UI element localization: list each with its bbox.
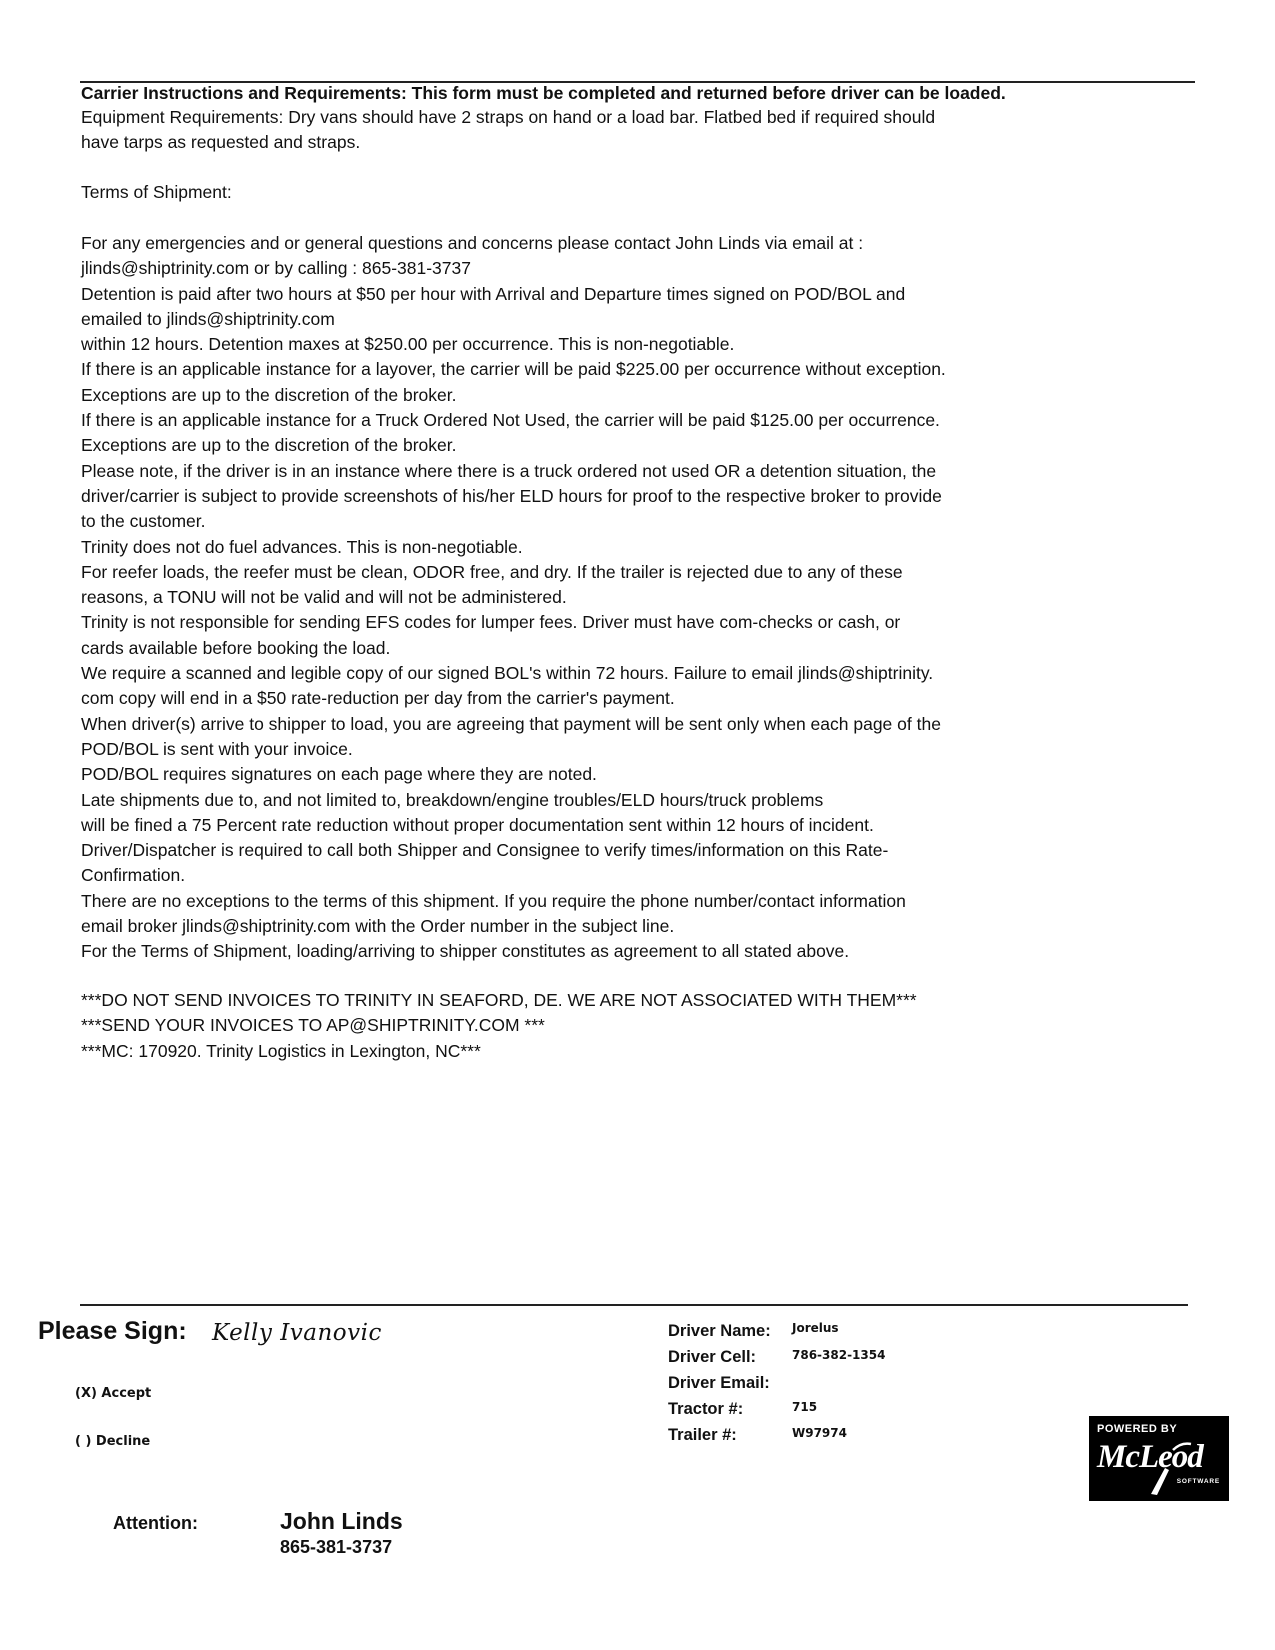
terms-line: to the customer. bbox=[81, 511, 206, 532]
equipment-line: have tarps as requested and straps. bbox=[81, 132, 361, 153]
terms-line: Confirmation. bbox=[81, 865, 186, 886]
driver-email-label: Driver Email: bbox=[668, 1374, 770, 1392]
terms-line: Trinity is not responsible for sending EFS codes for lumper fees. Driver must have com-checks or cash, or bbox=[81, 612, 901, 633]
terms-line: Please note, if the driver is in an instance where there is a truck ordered not used OR a detention situation, the bbox=[81, 460, 937, 481]
terms-line: Driver/Dispatcher is required to call both Shipper and Consignee to verify times/information on this Rate- bbox=[81, 840, 889, 861]
attention-label: Attention: bbox=[113, 1513, 198, 1533]
signature-rule bbox=[80, 1304, 1188, 1306]
notice-line: ***SEND YOUR INVOICES TO AP@SHIPTRINITY.COM *** bbox=[81, 1015, 545, 1036]
notice-line: ***DO NOT SEND INVOICES TO TRINITY IN SEAFORD, DE. WE ARE NOT ASSOCIATED WITH THEM*** bbox=[81, 990, 917, 1010]
terms-line: Trinity does not do fuel advances. This is non-negotiable. bbox=[81, 536, 523, 557]
terms-line: POD/BOL is sent with your invoice. bbox=[81, 738, 353, 759]
terms-line: within 12 hours. Detention maxes at $250.00 per occurrence. This is non-negotiable. bbox=[81, 334, 735, 355]
tractor-label: Tractor #: bbox=[668, 1400, 744, 1418]
trailer-label: Trailer #: bbox=[668, 1426, 737, 1444]
signature: Kelly Ivanovic bbox=[212, 1320, 382, 1346]
terms-line: will be fined a 75 Percent rate reduction without proper documentation sent within 12 hours of incident. bbox=[81, 814, 874, 835]
terms-line: Detention is paid after two hours at $50 per hour with Arrival and Departure times signed on POD/BOL and bbox=[81, 283, 906, 304]
equipment-requirements bbox=[81, 105, 935, 156]
invoice-notices bbox=[81, 988, 917, 1064]
terms-line: cards available before booking the load. bbox=[81, 637, 391, 658]
terms-line: emailed to jlinds@shiptrinity.com bbox=[81, 308, 335, 329]
terms-line: There are no exceptions to the terms of this shipment. If you require the phone number/contact information bbox=[81, 890, 906, 911]
terms-line: POD/BOL requires signatures on each page where they are noted. bbox=[81, 764, 597, 785]
terms-line: Exceptions are up to the discretion of the broker. bbox=[81, 435, 457, 456]
logo-brand: McLeod bbox=[1097, 1439, 1203, 1475]
tractor-number: 715 bbox=[792, 1400, 818, 1414]
notice-line: ***MC: 170920. Trinity Logistics in Lexington, NC*** bbox=[81, 1040, 481, 1061]
driver-name: Jorelus bbox=[792, 1321, 839, 1335]
terms-line: Exceptions are up to the discretion of the broker. bbox=[81, 384, 457, 405]
terms-label bbox=[81, 180, 232, 205]
equipment-line: Equipment Requirements: Dry vans should have 2 straps on hand or a load bar. Flatbed bed if required should bbox=[81, 107, 936, 127]
driver-name-label: Driver Name: bbox=[668, 1322, 771, 1340]
terms-line: com copy will end in a $50 rate-reduction per day from the carrier's payment. bbox=[81, 688, 675, 709]
decline-option[interactable]: ( ) Decline bbox=[75, 1434, 151, 1449]
terms-line: reasons, a TONU will not be valid and will not be administered. bbox=[81, 587, 567, 608]
driver-cell: 786-382-1354 bbox=[792, 1348, 886, 1362]
terms-of-shipment bbox=[81, 231, 946, 965]
logo-tagline: POWERED BY bbox=[1097, 1423, 1178, 1435]
terms-line: For reefer loads, the reefer must be clean, ODOR free, and dry. If the trailer is rejected due to any of these bbox=[81, 561, 903, 582]
terms-line: When driver(s) arrive to shipper to load, you are agreeing that payment will be sent only when each page of the bbox=[81, 713, 941, 734]
attention-name: John Linds bbox=[280, 1508, 403, 1534]
driver-cell-label: Driver Cell: bbox=[668, 1348, 757, 1366]
accept-option[interactable]: (X) Accept bbox=[75, 1386, 152, 1401]
terms-line: If there is an applicable instance for a Truck Ordered Not Used, the carrier will be paid $125.00 per occurrence. bbox=[81, 410, 940, 431]
terms-line: We require a scanned and legible copy of our signed BOL's within 72 hours. Failure to email jlinds@shiptrinity. bbox=[81, 663, 934, 684]
instructions-heading: Carrier Instructions and Requirements: This form must be completed and returned before driver can be loaded. bbox=[81, 83, 1006, 103]
mcleod-logo bbox=[1089, 1416, 1229, 1501]
terms-line: email broker jlinds@shiptrinity.com with the Order number in the subject line. bbox=[81, 916, 675, 937]
terms-line: jlinds@shiptrinity.com or by calling : 865-381-3737 bbox=[81, 258, 471, 279]
please-sign-label: Please Sign: bbox=[38, 1317, 187, 1345]
logo-sub: SOFTWARE bbox=[1176, 1478, 1220, 1485]
terms-line: driver/carrier is subject to provide screenshots of his/her ELD hours for proof to the respective broker to provide bbox=[81, 485, 942, 506]
trailer-number: W97974 bbox=[792, 1426, 847, 1440]
terms-line: If there is an applicable instance for a layover, the carrier will be paid $225.00 per occurrence without exception. bbox=[81, 359, 946, 380]
terms-line: For any emergencies and or general questions and concerns please contact John Linds via email at : bbox=[81, 233, 864, 253]
terms-line: Late shipments due to, and not limited to, breakdown/engine troubles/ELD hours/truck problems bbox=[81, 789, 824, 810]
attention-phone: 865-381-3737 bbox=[280, 1537, 393, 1557]
terms-line: For the Terms of Shipment, loading/arriving to shipper constitutes as agreement to all stated above. bbox=[81, 941, 850, 962]
terms-label-text: Terms of Shipment: bbox=[81, 182, 232, 202]
